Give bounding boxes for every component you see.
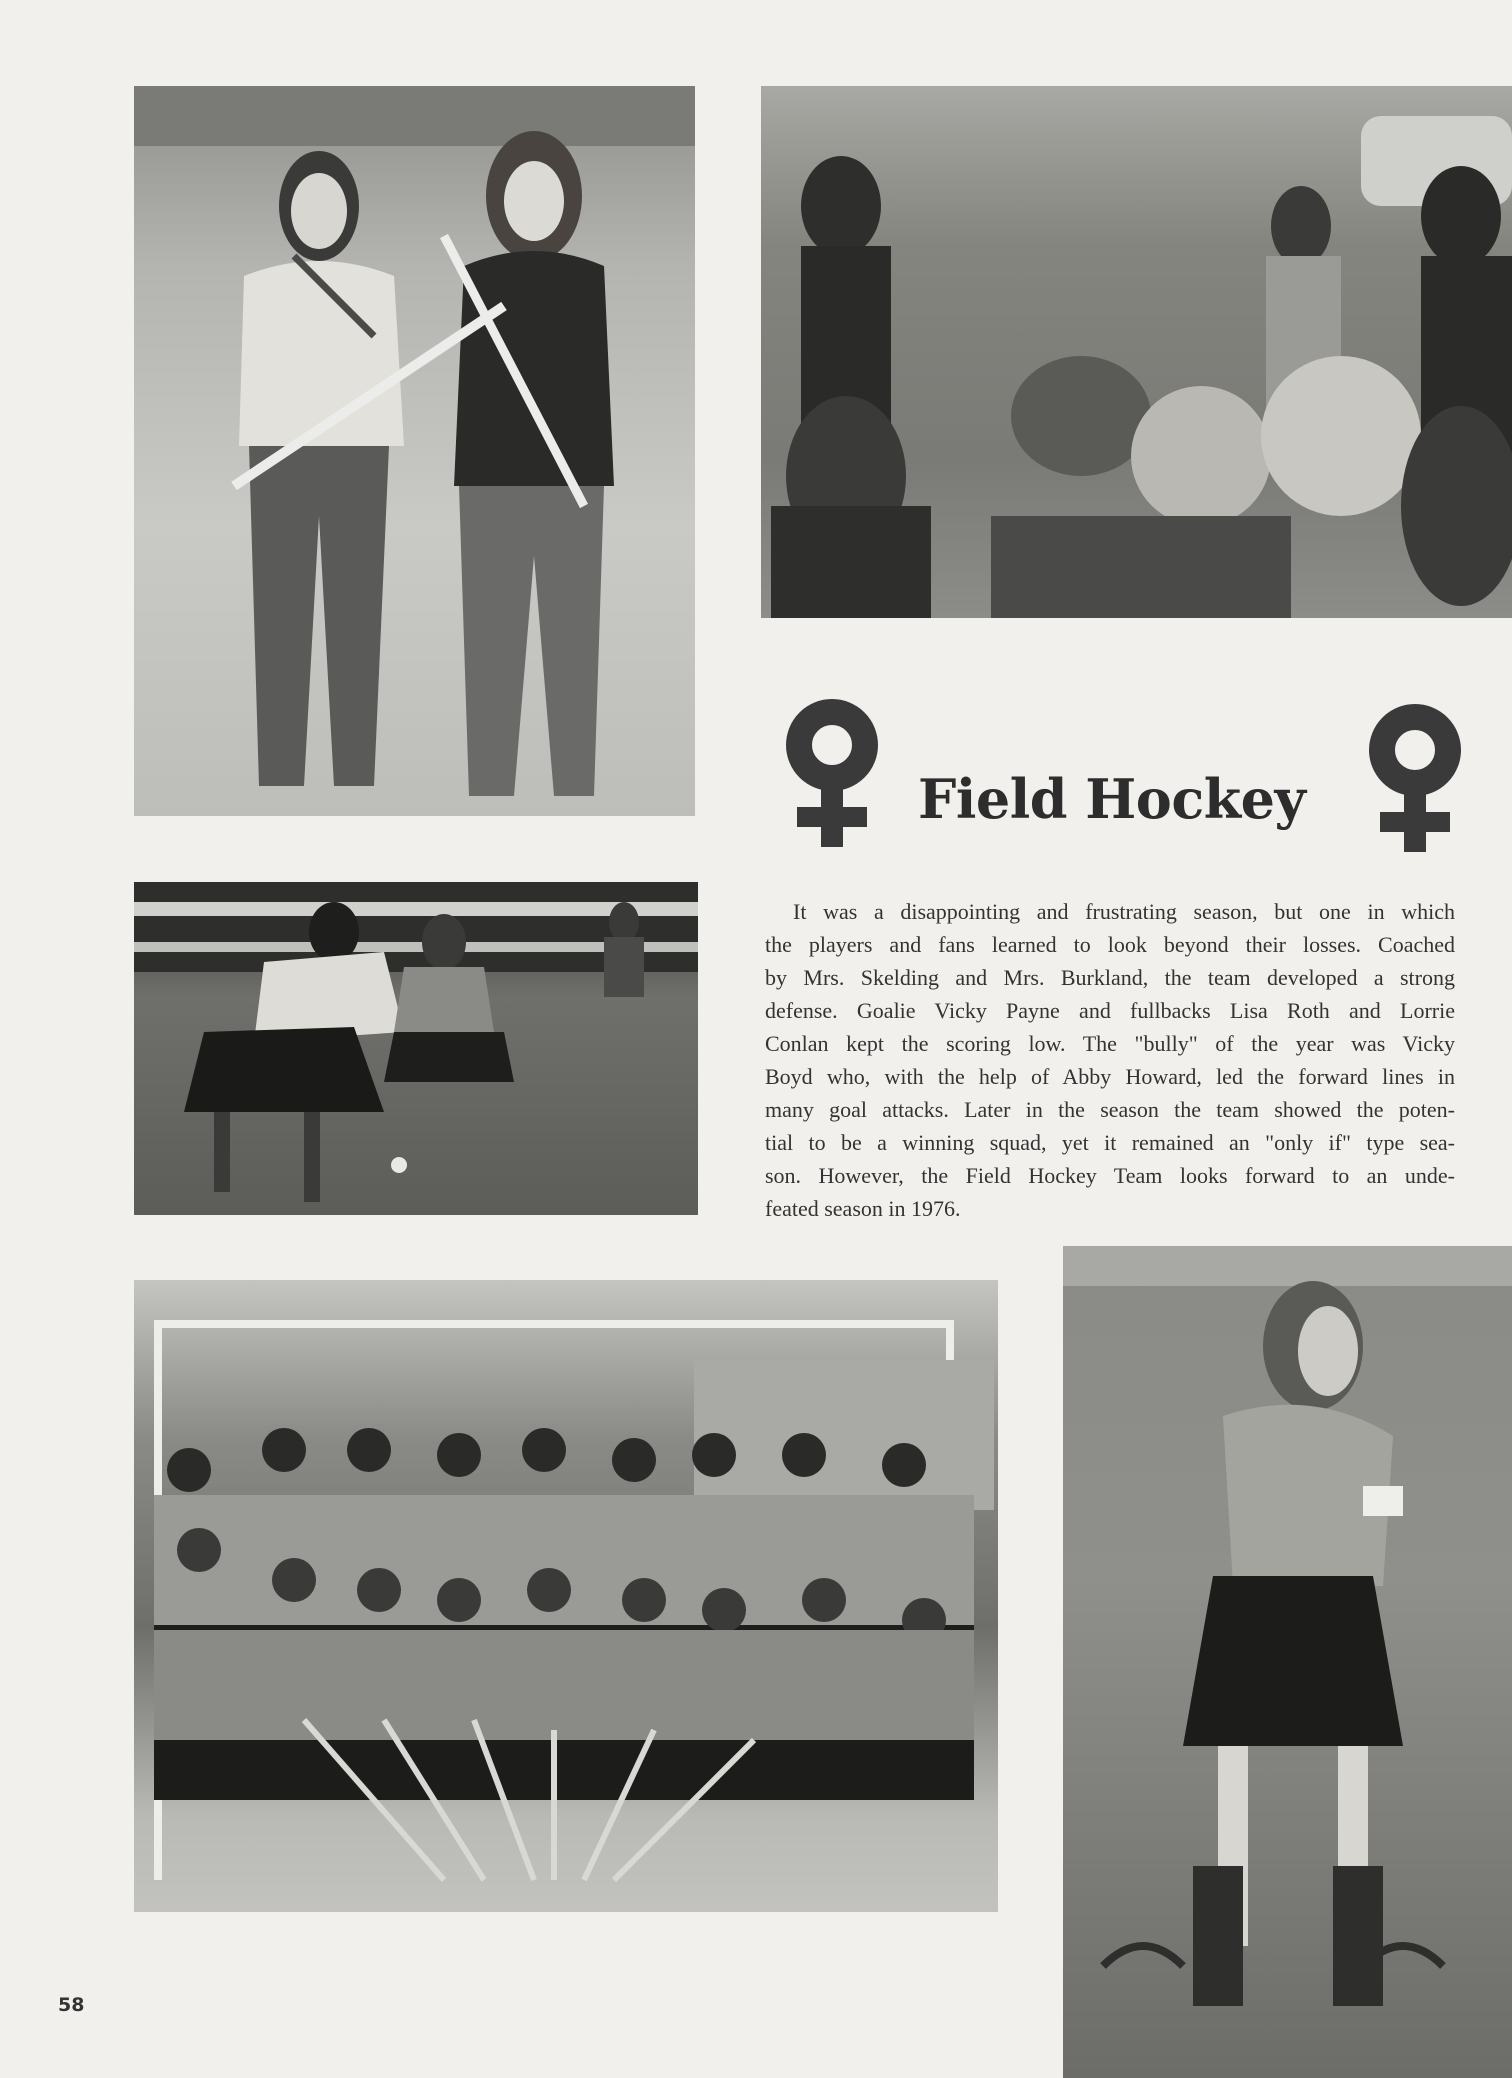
photo-single-player bbox=[1063, 1246, 1512, 2078]
article-line: son. However, the Field Hockey Team looks forward to an unde- bbox=[765, 1163, 1455, 1188]
article-line: the players and fans learned to look beyond their losses. Coached bbox=[765, 932, 1455, 957]
photo-single-player-art bbox=[1063, 1246, 1512, 2078]
title-row bbox=[770, 695, 1470, 855]
article-line: feated season in 1976. bbox=[765, 1196, 961, 1221]
article-line: Boyd who, with the help of Abby Howard, led the forward lines in bbox=[765, 1064, 1455, 1089]
article-line: defense. Goalie Vicky Payne and fullbacks Lisa Roth and Lorrie bbox=[765, 998, 1455, 1023]
article-line: by Mrs. Skelding and Mrs. Burkland, the team developed a strong bbox=[765, 965, 1455, 990]
photo-two-players bbox=[134, 86, 695, 816]
photo-team-sitting-art bbox=[761, 86, 1512, 618]
article-line: tial to be a winning squad, yet it remained an "only if" type sea- bbox=[765, 1130, 1455, 1155]
article-line: It was a disappointing and frustrating season, but one in which bbox=[793, 899, 1455, 924]
photo-game-action-art bbox=[134, 882, 698, 1215]
photo-team-group-art bbox=[134, 1280, 998, 1912]
page-number: 58 bbox=[58, 1994, 85, 2016]
article-line: Conlan kept the scoring low. The "bully" of the year was Vicky bbox=[765, 1031, 1455, 1056]
photo-two-players-art bbox=[134, 86, 695, 816]
photo-team-sitting bbox=[761, 86, 1512, 618]
article-line: many goal attacks. Later in the season the team showed the poten- bbox=[765, 1097, 1455, 1122]
article-text bbox=[765, 895, 1455, 1225]
page-title: Field Hockey bbox=[918, 767, 1306, 831]
photo-team-group bbox=[134, 1280, 998, 1912]
photo-game-action bbox=[134, 882, 698, 1215]
venus-icon bbox=[1360, 700, 1470, 860]
venus-icon bbox=[777, 695, 887, 855]
